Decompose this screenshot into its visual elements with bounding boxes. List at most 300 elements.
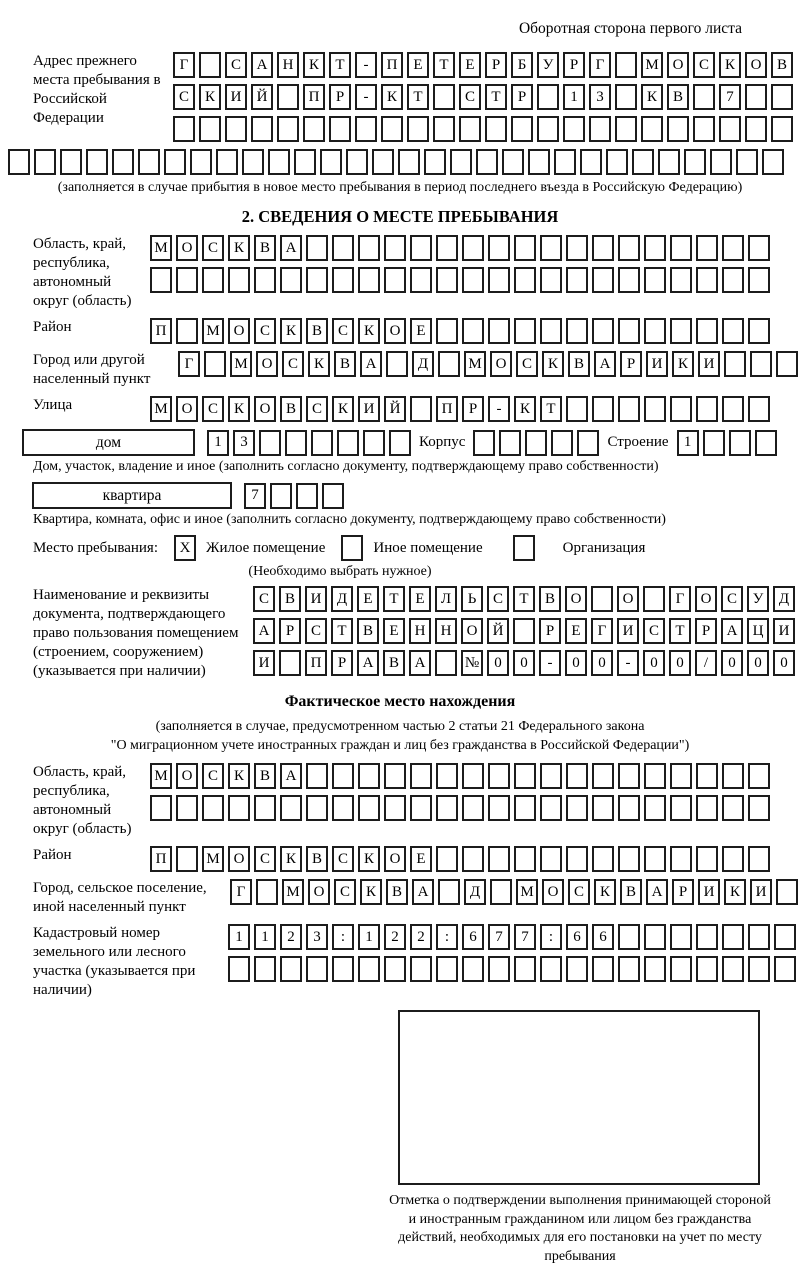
char-box[interactable] [488, 267, 510, 293]
char-box[interactable]: - [355, 52, 377, 78]
char-box[interactable] [540, 318, 562, 344]
char-box[interactable] [670, 924, 692, 950]
checkbox-residential[interactable]: X [174, 535, 196, 561]
char-box[interactable] [436, 956, 458, 982]
char-box[interactable]: О [695, 586, 717, 612]
char-box[interactable]: Р [620, 351, 642, 377]
char-box[interactable] [696, 267, 718, 293]
char-box[interactable]: К [594, 879, 616, 905]
char-box[interactable]: К [332, 396, 354, 422]
char-box[interactable]: О [745, 52, 767, 78]
char-box[interactable]: М [516, 879, 538, 905]
char-box[interactable]: М [641, 52, 663, 78]
char-box[interactable] [436, 267, 458, 293]
char-box[interactable] [311, 430, 333, 456]
char-box[interactable] [540, 235, 562, 261]
char-box[interactable] [563, 116, 585, 142]
char-box[interactable] [433, 116, 455, 142]
char-box[interactable] [514, 267, 536, 293]
char-box[interactable] [771, 84, 793, 110]
char-box[interactable] [748, 318, 770, 344]
char-box[interactable] [256, 879, 278, 905]
char-box[interactable]: П [303, 84, 325, 110]
char-box[interactable] [384, 267, 406, 293]
char-box[interactable]: В [386, 879, 408, 905]
char-box[interactable] [358, 795, 380, 821]
char-box[interactable]: Н [409, 618, 431, 644]
char-box[interactable]: П [305, 650, 327, 676]
char-box[interactable] [591, 586, 613, 612]
char-box[interactable]: С [305, 618, 327, 644]
char-box[interactable] [658, 149, 680, 175]
char-box[interactable]: В [539, 586, 561, 612]
char-box[interactable]: М [202, 846, 224, 872]
char-box[interactable]: О [384, 318, 406, 344]
char-box[interactable] [641, 116, 663, 142]
char-box[interactable]: 0 [487, 650, 509, 676]
char-box[interactable]: Т [407, 84, 429, 110]
char-box[interactable] [355, 116, 377, 142]
char-box[interactable]: Т [331, 618, 353, 644]
char-box[interactable] [566, 763, 588, 789]
char-box[interactable] [332, 267, 354, 293]
char-box[interactable] [710, 149, 732, 175]
char-box[interactable]: И [617, 618, 639, 644]
char-box[interactable]: 1 [677, 430, 699, 456]
char-box[interactable]: В [357, 618, 379, 644]
char-box[interactable] [615, 84, 637, 110]
char-box[interactable] [670, 267, 692, 293]
char-box[interactable]: О [228, 846, 250, 872]
char-box[interactable] [164, 149, 186, 175]
char-box[interactable]: / [695, 650, 717, 676]
char-box[interactable] [228, 956, 250, 982]
char-box[interactable]: М [282, 879, 304, 905]
char-box[interactable]: О [176, 763, 198, 789]
char-box[interactable] [296, 483, 318, 509]
char-box[interactable]: Е [459, 52, 481, 78]
char-box[interactable]: М [150, 235, 172, 261]
char-box[interactable]: К [308, 351, 330, 377]
char-box[interactable]: 1 [254, 924, 276, 950]
char-box[interactable] [618, 956, 640, 982]
char-box[interactable] [722, 795, 744, 821]
char-box[interactable]: И [646, 351, 668, 377]
char-box[interactable] [540, 956, 562, 982]
char-box[interactable] [216, 149, 238, 175]
char-box[interactable] [592, 267, 614, 293]
char-box[interactable] [410, 267, 432, 293]
char-box[interactable] [459, 116, 481, 142]
char-box[interactable] [251, 116, 273, 142]
char-box[interactable] [410, 235, 432, 261]
char-box[interactable]: О [617, 586, 639, 612]
char-box[interactable]: П [150, 318, 172, 344]
char-box[interactable] [488, 846, 510, 872]
char-box[interactable] [592, 318, 614, 344]
char-box[interactable] [618, 318, 640, 344]
char-box[interactable] [303, 116, 325, 142]
char-box[interactable]: К [542, 351, 564, 377]
char-box[interactable] [176, 267, 198, 293]
char-box[interactable] [644, 235, 666, 261]
char-box[interactable] [228, 795, 250, 821]
char-box[interactable]: В [279, 586, 301, 612]
char-box[interactable] [433, 84, 455, 110]
char-box[interactable] [332, 763, 354, 789]
char-box[interactable]: Д [331, 586, 353, 612]
char-box[interactable] [398, 149, 420, 175]
char-box[interactable] [722, 267, 744, 293]
char-box[interactable]: Т [513, 586, 535, 612]
char-box[interactable] [724, 351, 746, 377]
char-box[interactable] [566, 318, 588, 344]
char-box[interactable] [592, 795, 614, 821]
char-box[interactable] [566, 235, 588, 261]
char-box[interactable] [722, 846, 744, 872]
char-box[interactable] [488, 956, 510, 982]
char-box[interactable] [358, 956, 380, 982]
char-box[interactable]: 6 [592, 924, 614, 950]
char-box[interactable] [488, 318, 510, 344]
char-box[interactable]: 3 [589, 84, 611, 110]
char-box[interactable] [34, 149, 56, 175]
char-box[interactable]: К [228, 396, 250, 422]
char-box[interactable]: Т [383, 586, 405, 612]
char-box[interactable]: Р [539, 618, 561, 644]
char-box[interactable]: С [516, 351, 538, 377]
char-box[interactable] [540, 763, 562, 789]
char-box[interactable] [190, 149, 212, 175]
char-box[interactable] [306, 763, 328, 789]
char-box[interactable] [615, 52, 637, 78]
char-box[interactable] [755, 430, 777, 456]
char-box[interactable] [268, 149, 290, 175]
char-box[interactable] [381, 116, 403, 142]
char-box[interactable] [748, 846, 770, 872]
char-box[interactable]: С [202, 235, 224, 261]
char-box[interactable]: Т [433, 52, 455, 78]
char-box[interactable]: И [358, 396, 380, 422]
char-box[interactable]: В [667, 84, 689, 110]
char-box[interactable]: С [568, 879, 590, 905]
char-box[interactable]: 0 [773, 650, 795, 676]
char-box[interactable] [410, 396, 432, 422]
char-box[interactable] [670, 235, 692, 261]
char-box[interactable]: С [693, 52, 715, 78]
char-box[interactable]: 0 [591, 650, 613, 676]
char-box[interactable]: Д [412, 351, 434, 377]
char-box[interactable] [667, 116, 689, 142]
char-box[interactable] [580, 149, 602, 175]
char-box[interactable]: А [721, 618, 743, 644]
char-box[interactable]: М [202, 318, 224, 344]
char-box[interactable]: С [173, 84, 195, 110]
char-box[interactable]: Л [435, 586, 457, 612]
char-box[interactable]: М [150, 396, 172, 422]
char-box[interactable]: М [464, 351, 486, 377]
char-box[interactable]: К [381, 84, 403, 110]
char-box[interactable]: Й [487, 618, 509, 644]
char-box[interactable] [337, 430, 359, 456]
char-box[interactable]: В [383, 650, 405, 676]
char-box[interactable]: О [542, 879, 564, 905]
char-box[interactable]: С [254, 318, 276, 344]
char-box[interactable] [473, 430, 495, 456]
char-box[interactable] [363, 430, 385, 456]
char-box[interactable] [358, 763, 380, 789]
char-box[interactable]: К [358, 846, 380, 872]
char-box[interactable] [254, 795, 276, 821]
char-box[interactable] [60, 149, 82, 175]
char-box[interactable]: О [565, 586, 587, 612]
char-box[interactable] [771, 116, 793, 142]
char-box[interactable] [306, 795, 328, 821]
char-box[interactable] [254, 956, 276, 982]
char-box[interactable] [540, 795, 562, 821]
char-box[interactable] [670, 763, 692, 789]
char-box[interactable]: Т [540, 396, 562, 422]
char-box[interactable]: К [280, 846, 302, 872]
char-box[interactable]: И [773, 618, 795, 644]
char-box[interactable]: П [436, 396, 458, 422]
char-box[interactable] [748, 795, 770, 821]
char-box[interactable]: А [409, 650, 431, 676]
char-box[interactable]: О [490, 351, 512, 377]
char-box[interactable]: 1 [207, 430, 229, 456]
char-box[interactable]: Г [589, 52, 611, 78]
char-box[interactable] [592, 235, 614, 261]
char-box[interactable]: Е [407, 52, 429, 78]
char-box[interactable] [173, 116, 195, 142]
char-box[interactable] [748, 763, 770, 789]
char-box[interactable] [762, 149, 784, 175]
char-box[interactable]: : [436, 924, 458, 950]
char-box[interactable]: В [306, 318, 328, 344]
char-box[interactable] [722, 318, 744, 344]
char-box[interactable]: И [253, 650, 275, 676]
char-box[interactable]: А [646, 879, 668, 905]
char-box[interactable] [490, 879, 512, 905]
char-box[interactable] [511, 116, 533, 142]
char-box[interactable]: К [199, 84, 221, 110]
char-box[interactable] [670, 318, 692, 344]
char-box[interactable] [592, 956, 614, 982]
char-box[interactable] [693, 84, 715, 110]
char-box[interactable] [696, 318, 718, 344]
char-box[interactable] [407, 116, 429, 142]
char-box[interactable] [372, 149, 394, 175]
char-box[interactable]: 0 [721, 650, 743, 676]
char-box[interactable] [618, 763, 640, 789]
char-box[interactable]: А [360, 351, 382, 377]
char-box[interactable] [386, 351, 408, 377]
char-box[interactable] [462, 318, 484, 344]
char-box[interactable] [514, 846, 536, 872]
char-box[interactable]: А [251, 52, 273, 78]
char-box[interactable] [279, 650, 301, 676]
char-box[interactable] [644, 795, 666, 821]
char-box[interactable]: В [771, 52, 793, 78]
char-box[interactable]: Е [565, 618, 587, 644]
char-box[interactable]: 2 [280, 924, 302, 950]
char-box[interactable]: Е [410, 846, 432, 872]
char-box[interactable] [618, 267, 640, 293]
char-box[interactable] [592, 763, 614, 789]
char-box[interactable] [722, 924, 744, 950]
char-box[interactable] [199, 52, 221, 78]
char-box[interactable] [277, 84, 299, 110]
char-box[interactable] [435, 650, 457, 676]
char-box[interactable] [644, 763, 666, 789]
char-box[interactable]: О [667, 52, 689, 78]
char-box[interactable] [436, 318, 458, 344]
char-box[interactable] [499, 430, 521, 456]
char-box[interactable]: У [537, 52, 559, 78]
char-box[interactable]: А [280, 235, 302, 261]
char-box[interactable] [514, 318, 536, 344]
checkbox-organization[interactable] [513, 535, 535, 561]
char-box[interactable]: - [355, 84, 377, 110]
char-box[interactable]: А [253, 618, 275, 644]
char-box[interactable]: - [539, 650, 561, 676]
char-box[interactable] [436, 763, 458, 789]
apartment-type-box[interactable]: квартира [32, 482, 232, 509]
char-box[interactable]: Б [511, 52, 533, 78]
char-box[interactable]: Г [591, 618, 613, 644]
char-box[interactable]: С [334, 879, 356, 905]
char-box[interactable]: 3 [306, 924, 328, 950]
char-box[interactable]: Т [329, 52, 351, 78]
char-box[interactable] [384, 956, 406, 982]
char-box[interactable]: Е [410, 318, 432, 344]
char-box[interactable] [719, 116, 741, 142]
char-box[interactable] [696, 235, 718, 261]
char-box[interactable] [729, 430, 751, 456]
char-box[interactable] [228, 267, 250, 293]
char-box[interactable] [488, 795, 510, 821]
char-box[interactable] [424, 149, 446, 175]
char-box[interactable]: 7 [244, 483, 266, 509]
char-box[interactable] [693, 116, 715, 142]
char-box[interactable] [462, 846, 484, 872]
char-box[interactable]: К [719, 52, 741, 78]
char-box[interactable]: Р [279, 618, 301, 644]
char-box[interactable]: Ц [747, 618, 769, 644]
char-box[interactable]: Т [485, 84, 507, 110]
char-box[interactable] [176, 795, 198, 821]
char-box[interactable]: С [487, 586, 509, 612]
char-box[interactable]: О [176, 235, 198, 261]
char-box[interactable] [410, 795, 432, 821]
char-box[interactable] [514, 235, 536, 261]
char-box[interactable] [644, 846, 666, 872]
checkbox-other-premises[interactable] [341, 535, 363, 561]
char-box[interactable]: Р [462, 396, 484, 422]
char-box[interactable] [774, 956, 796, 982]
char-box[interactable] [346, 149, 368, 175]
char-box[interactable]: 0 [669, 650, 691, 676]
char-box[interactable]: К [228, 763, 250, 789]
char-box[interactable] [748, 235, 770, 261]
char-box[interactable] [438, 879, 460, 905]
char-box[interactable]: 7 [719, 84, 741, 110]
char-box[interactable] [632, 149, 654, 175]
char-box[interactable]: О [176, 396, 198, 422]
char-box[interactable]: И [698, 879, 720, 905]
char-box[interactable]: К [358, 318, 380, 344]
char-box[interactable]: О [256, 351, 278, 377]
char-box[interactable]: Р [695, 618, 717, 644]
char-box[interactable]: Г [178, 351, 200, 377]
char-box[interactable]: Д [464, 879, 486, 905]
char-box[interactable] [684, 149, 706, 175]
char-box[interactable] [644, 396, 666, 422]
char-box[interactable]: Е [409, 586, 431, 612]
char-box[interactable] [358, 235, 380, 261]
char-box[interactable] [462, 795, 484, 821]
char-box[interactable]: Е [383, 618, 405, 644]
char-box[interactable] [722, 396, 744, 422]
char-box[interactable] [670, 846, 692, 872]
char-box[interactable] [615, 116, 637, 142]
char-box[interactable] [285, 430, 307, 456]
char-box[interactable]: А [594, 351, 616, 377]
char-box[interactable] [748, 267, 770, 293]
char-box[interactable] [462, 763, 484, 789]
char-box[interactable] [150, 795, 172, 821]
char-box[interactable]: О [384, 846, 406, 872]
char-box[interactable]: И [698, 351, 720, 377]
char-box[interactable]: В [254, 763, 276, 789]
char-box[interactable] [644, 267, 666, 293]
char-box[interactable]: С [332, 846, 354, 872]
char-box[interactable]: В [568, 351, 590, 377]
char-box[interactable]: К [360, 879, 382, 905]
char-box[interactable] [176, 318, 198, 344]
char-box[interactable]: К [514, 396, 536, 422]
char-box[interactable] [722, 235, 744, 261]
char-box[interactable]: А [357, 650, 379, 676]
char-box[interactable]: С [254, 846, 276, 872]
char-box[interactable]: : [540, 924, 562, 950]
char-box[interactable] [485, 116, 507, 142]
char-box[interactable] [696, 956, 718, 982]
char-box[interactable] [748, 956, 770, 982]
char-box[interactable]: - [488, 396, 510, 422]
char-box[interactable] [644, 318, 666, 344]
char-box[interactable]: А [412, 879, 434, 905]
char-box[interactable] [410, 763, 432, 789]
char-box[interactable]: К [280, 318, 302, 344]
char-box[interactable] [176, 846, 198, 872]
char-box[interactable]: 1 [563, 84, 585, 110]
char-box[interactable]: О [228, 318, 250, 344]
char-box[interactable]: С [459, 84, 481, 110]
char-box[interactable] [476, 149, 498, 175]
char-box[interactable] [513, 618, 535, 644]
char-box[interactable] [618, 846, 640, 872]
char-box[interactable] [592, 396, 614, 422]
char-box[interactable] [488, 763, 510, 789]
char-box[interactable] [270, 483, 292, 509]
char-box[interactable] [438, 351, 460, 377]
char-box[interactable] [750, 351, 772, 377]
char-box[interactable]: К [228, 235, 250, 261]
char-box[interactable] [436, 846, 458, 872]
char-box[interactable] [589, 116, 611, 142]
char-box[interactable] [358, 267, 380, 293]
